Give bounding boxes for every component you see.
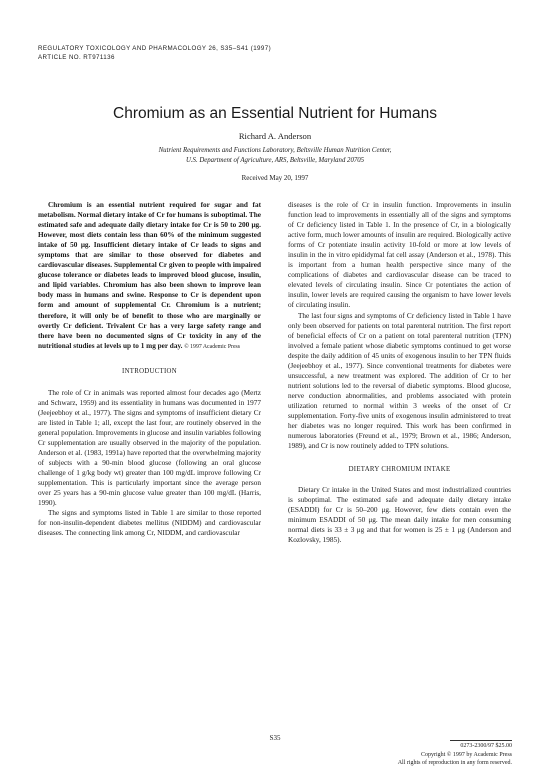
footer-rule [450,740,512,741]
issn-price: 0273-2300/97 $25.00 [460,743,512,749]
body-paragraph-1: diseases is the role of Cr in insulin function. Improvements in insulin function lead to improvements in essentially all of the signs and symptoms of Cr deficiency listed in Table 1. In the presence of Cr, in a biologically active form, much lower amounts of insulin are required. Biologically active forms of Cr potentiate insulin activity 10-fold or more at low levels of insulin in the in vitro epididymal fat cell assay (Anderson et al., 1978). This is important from a human health perspective since many of the complications of diabetes and cardiovascular disease can be traced to elevated levels of circulating insulin. Since Cr potentiates the action of insulin, lower levels are required causing the organism to have lower levels of circulating insulin. [288,201,511,310]
received-date: Received May 20, 1997 [241,174,309,182]
introduction-paragraph-2: The signs and symptoms listed in Table 1 are similar to those reported for non-insulin-dependent diabetes mellitus (NIDDM) and cardiovascular diseases. The connecting link among Cr, NIDDM, and cardiovascular [38,509,261,538]
copyright-line: Copyright © 1997 by Academic Press [420,751,512,758]
left-column [38,200,261,538]
article-title: Chromium as an Essential Nutrient for Humans [113,105,437,122]
affiliation [0,146,550,165]
introduction-heading: INTRODUCTION [122,367,177,375]
journal-citation: REGULATORY TOXICOLOGY AND PHARMACOLOGY 26, S35–S41 (1997) [38,45,272,52]
body-paragraph-3: Dietary Cr intake in the United States and most industrialized countries is suboptimal. The estimated safe and adequate daily dietary intake (ESADDI) for Cr is 50–200 μg. However, few diets contain even the minimum ESADDI of 50 μg. The mean daily intake for men consuming normal diets is 33 ± 3 μg and that for women is 25 ± 1 μg (Anderson and Kozlovsky, 1985). [288,486,511,545]
affiliation-line-1: Nutrient Requirements and Functions Laboratory, Beltsville Human Nutrition Center, [158,147,392,154]
author-name: Richard A. Anderson [238,131,312,141]
right-column [288,200,511,546]
introduction-paragraph-1: The role of Cr in animals was reported almost four decades ago (Mertz and Schwarz, 1959) and its essentiality in humans was documented in 1977 (Jeejeebhoy et al., 1977). The signs and symptoms of insufficient dietary Cr are listed in Table 1; all, except the last four, are routinely observed in the general population. Improvements in glucose and insulin variables following Cr supplementation are usually observed in the majority of the population. Anderson et al. (1983, 1991a) have reported that the overwhelming majority of subjects with a 90-min blood glucose (following an oral glucose challenge of 1 g/kg body wt) greater than 100 mg/dL improve following Cr supplementation. This is particularly important since the average person over 25 years has a 90-min glucose value greater than 100 mg/dL (Harris, 1990). [38,388,261,508]
footer-copyright-block [398,742,512,768]
affiliation-line-2: U.S. Department of Agriculture, ARS, Beltsville, Maryland 20705 [185,156,365,164]
page-number: S35 [269,734,281,742]
rights-line: All rights of reproduction in any form reserved. [397,760,512,766]
abstract-text: Chromium is an essential nutrient required for sugar and fat metabolism. Normal dietary intake of Cr for humans is suboptimal. The estimated safe and adequate daily dietary intake for Cr is 50 to 200 μg. However, most diets contain less than 60% of the minimum suggested intake of 50 μg. Insufficient dietary intake of Cr leads to signs and symptoms that are similar to those observed for diabetes and cardiovascular diseases. Supplemental Cr given to people with impaired glucose tolerance or diabetes leads to improved blood glucose, insulin, and lipid variables. Chromium has also been shown to improve lean body mass in humans and swine. Response to Cr is dependent upon form and amount of supplemental Cr. Chromium is a nutrient; therefore, it will only be of benefit to those who are marginally or overtly Cr deficient. Trivalent Cr has a very large safety range and there have been no documented signs of Cr toxicity in any of the nutritional studies at levels up to 1 mg per day. [38,201,261,350]
article-number: ARTICLE NO. RT971136 [38,54,115,61]
running-header [38,44,271,62]
abstract-copyright: © 1997 Academic Press [184,343,241,350]
dietary-intake-heading: DIETARY CHROMIUM INTAKE [348,466,451,474]
body-paragraph-2: The last four signs and symptoms of Cr deficiency listed in Table 1 have only been observed for patients on total parenteral nutrition. The first report of beneficial effects of Cr on a patient on total parenteral nutrition (TPN) involved a female patient whose diabetic symptoms continued to get worse despite the daily addition of 45 units of exogenous insulin to her TPN fluids (Jeejeebhoy et al., 1977). Since conventional treatments for diabetes were unsuccessful, a new treatment was explored. The addition of Cr to her nutrient solutions led to the reversal of diabetic symptoms. Blood glucose, nerve conduction abnormalities, and problems associated with protein utilization returned to normal within 3 weeks of the onset of Cr supplementation. Forty-five units of exogenous insulin administered to treat her diabetes was no longer required. This work has been confirmed in numerous laboratories (Freund et al., 1979; Brown et al., 1986; Anderson, 1989), and Cr is now routinely added to TPN solutions. [288,311,511,451]
abstract [38,200,261,352]
